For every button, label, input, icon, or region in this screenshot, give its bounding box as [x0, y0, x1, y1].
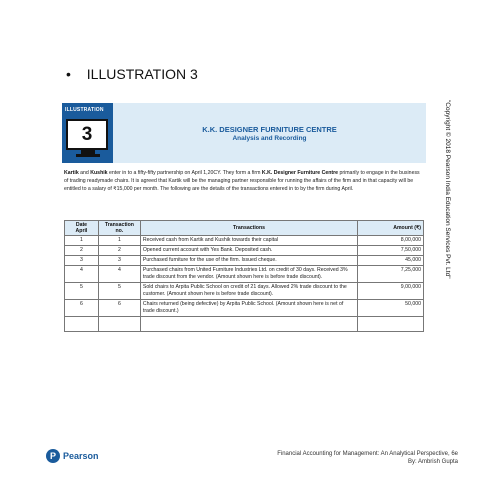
row-transaction-no: 4 — [98, 266, 140, 283]
row-description: Sold chairs to Arpita Public School on credit of 21 days. Allowed 2% trade discount to the customer. (Amount shown here is before trade discount). — [140, 283, 357, 300]
row-transaction-no: 6 — [98, 300, 140, 317]
row-amount: 8,00,000 — [358, 236, 424, 246]
row-description: Received cash from Kartik and Kushik towards their capital — [140, 236, 357, 246]
row-description: Opened current account with Yes Bank. Deposited cash. — [140, 246, 357, 256]
illustration-card — [62, 103, 426, 376]
pearson-logo-icon: P — [46, 449, 60, 463]
bullet: • — [66, 66, 71, 82]
footer-book-title: Financial Accounting for Management: An Analytical Perspective, 6e — [277, 451, 458, 457]
header-date-month: April — [75, 228, 88, 234]
row-transaction-no: 1 — [98, 236, 140, 246]
row-date: 6 — [65, 300, 99, 317]
row-description: Chairs returned (being defective) by Arpita Public School. (Amount shown here is net of trade discount.) — [140, 300, 357, 317]
row-date: 5 — [65, 283, 99, 300]
row-date: 4 — [65, 266, 99, 283]
partner-name-2: Kushik — [90, 170, 108, 176]
table-row — [65, 283, 424, 300]
table-row-continued — [65, 317, 424, 332]
intro-and: and — [78, 170, 91, 176]
table-header-row — [65, 221, 424, 236]
row-transaction-no: 5 — [98, 283, 140, 300]
row-transaction-no — [98, 317, 140, 332]
row-amount: 7,25,000 — [358, 266, 424, 283]
intro-part-1: enter in to a fifty-fifty partnership on April 1,20CY. They form a firm — [107, 170, 262, 176]
table-row — [65, 300, 424, 317]
illustration-title: K.K. DESIGNER FURNITURE CENTRE — [202, 125, 337, 134]
header-amount: Amount (₹) — [358, 221, 424, 236]
row-transaction-no: 2 — [98, 246, 140, 256]
row-description — [140, 317, 357, 332]
transactions-table — [64, 220, 424, 332]
header-transactions: Transactions — [140, 221, 357, 236]
firm-name: K.K. Designer Furniture Centre — [261, 170, 339, 176]
pearson-logo — [46, 449, 99, 463]
table-row — [65, 266, 424, 283]
table-row — [65, 256, 424, 266]
row-description: Purchased furniture for the use of the firm. Issued cheque. — [140, 256, 357, 266]
row-amount: 7,50,000 — [358, 246, 424, 256]
footer-credit — [250, 450, 458, 466]
row-transaction-no: 3 — [98, 256, 140, 266]
pearson-logo-text: Pearson — [63, 451, 99, 461]
monitor-stand-base — [76, 154, 100, 157]
row-date: 1 — [65, 236, 99, 246]
monitor-icon — [66, 119, 108, 150]
table-row — [65, 236, 424, 246]
slide-title-text: ILLUSTRATION 3 — [86, 66, 198, 82]
footer-author: By: Ambrish Gupta — [407, 459, 458, 465]
intro-part-2: primarily to engage in the business of trading readymade chairs. It is agreed that Kartik will be the managing partner responsible for running the affairs of the firm and in that capacity will be entitled to a salary of ₹15,000 per month. The following are the details of the transactions entered in to by the firm during April. — [64, 170, 420, 193]
copyright-notice: "Copyright © 2018 Pearson India Education Services Pvt. Ltd" — [444, 100, 451, 279]
row-date: 2 — [65, 246, 99, 256]
header-date-label: Date — [75, 222, 88, 228]
row-amount: 9,00,000 — [358, 283, 424, 300]
row-amount: 50,000 — [358, 300, 424, 317]
illustration-badge — [62, 103, 113, 163]
illustration-number: 3 — [81, 123, 93, 145]
table-row — [65, 246, 424, 256]
row-description: Purchased chairs from United Furniture Industries Ltd. on credit of 30 days. Received 3% trade discount from the vendor. (Amount shown here is before trade discount). — [140, 266, 357, 283]
partner-name-1: Kartik — [64, 170, 79, 176]
header-date — [65, 221, 99, 236]
header-transaction-no: Transaction no. — [98, 221, 140, 236]
row-amount: 45,000 — [358, 256, 424, 266]
illustration-subtitle: Analysis and Recording — [232, 135, 307, 142]
row-date — [65, 317, 99, 332]
intro-paragraph — [64, 169, 424, 194]
illustration-label: ILLUSTRATION — [65, 107, 104, 113]
slide-title — [66, 66, 198, 82]
row-amount — [358, 317, 424, 332]
row-date: 3 — [65, 256, 99, 266]
